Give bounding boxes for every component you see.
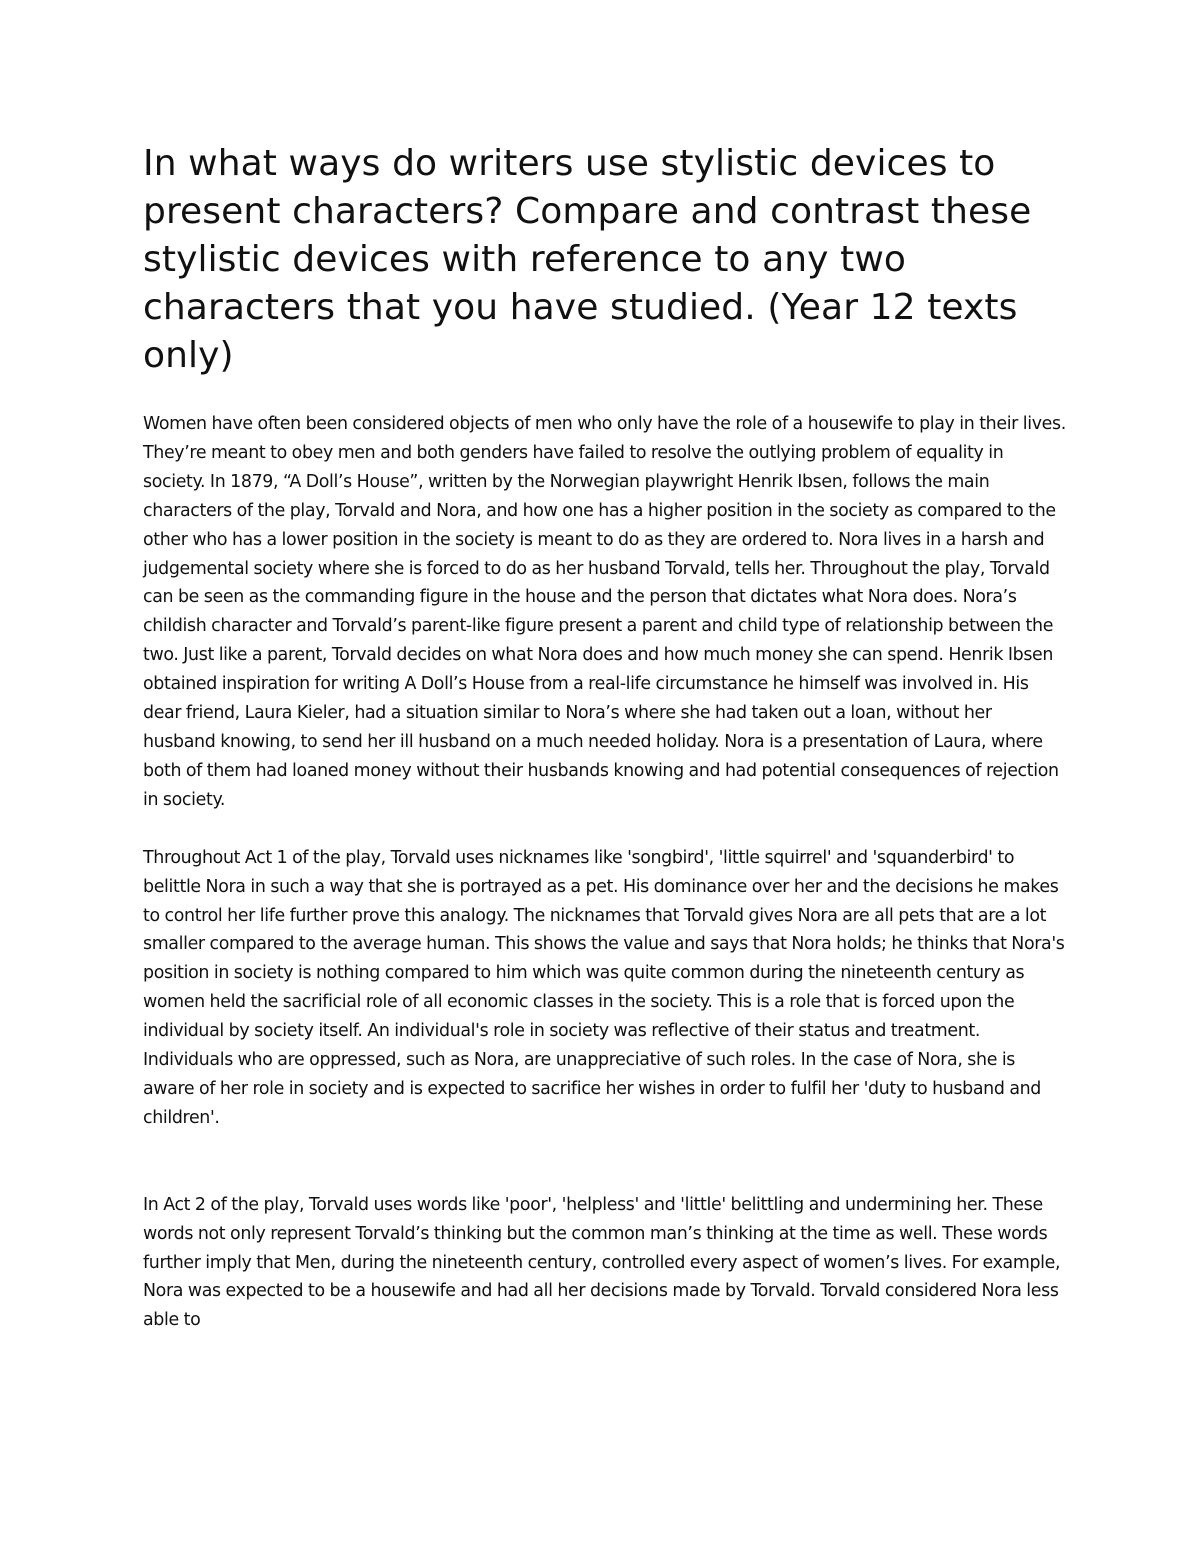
paragraph-spacer	[143, 815, 1068, 844]
paragraph-spacer	[143, 1133, 1068, 1191]
paragraph-2: Throughout Act 1 of the play, Torvald uses nicknames like 'songbird', 'little squirrel' and 'squanderbird' to belittle Nora in such a way that she is portrayed as a pet. His dominance over her and the decisions he makes to control her life further prove this analogy. The nicknames that Torvald gives Nora are all pets that are a lot smaller compared to the average human. This shows the value and says that Nora holds; he thinks that Nora's position in society is nothing compared to him which was quite common during the nineteenth century as women held the sacrificial role of all economic classes in the society. This is a role that is forced upon the individual by society itself. An individual's role in society was reflective of their status and treatment. Individuals who are oppressed, such as Nora, are unappreciative of such roles. In the case of Nora, she is aware of her role in society and is expected to sacrifice her wishes in order to fulfil her 'duty to husband and children'.	[143, 847, 1065, 1128]
paragraph-3: In Act 2 of the play, Torvald uses words like 'poor', 'helpless' and 'little' belittling and undermining her. These words not only represent Torvald’s thinking but the common man’s thinking at the time as well. These words further imply that Men, during the nineteenth century, controlled every aspect of women’s lives. For example, Nora was expected to be a housewife and had all her decisions made by Torvald. Torvald considered Nora less able to	[143, 1194, 1061, 1331]
paragraph-1: Women have often been considered objects of men who only have the role of a housewife to play in their lives. They’re meant to obey men and both genders have failed to resolve the outlying problem of equality in society. In 1879, “A Doll’s House”, written by the Norwegian playwright Henrik Ibsen, follows the main characters of the play, Torvald and Nora, and how one has a higher position in the society as compared to the other who has a lower position in the society is meant to do as they are ordered to. Nora lives in a harsh and judgemental society where she is forced to do as her husband Torvald, tells her. Throughout the play, Torvald can be seen as the commanding figure in the house and the person that dictates what Nora does. Nora’s childish character and Torvald’s parent-like figure present a parent and child type of relationship between the two. Just like a parent, Torvald decides on what Nora does and how much money she can spend. Henrik Ibsen obtained inspiration for writing A Doll’s House from a real-life circumstance he himself was involved in. His dear friend, Laura Kieler, had a situation similar to Nora’s where she had taken out a loan, without her husband knowing, to send her ill husband on a much needed holiday. Nora is a presentation of Laura, where both of them had loaned money without their husbands knowing and had potential consequences of rejection in society.	[143, 414, 1066, 810]
essay-title: In what ways do writers use stylistic devices to present characters? Compare and contrast these stylistic devices with reference to any two characters that you have studied. (Year 12 texts only)	[143, 143, 1032, 376]
document-content	[143, 140, 1068, 1335]
